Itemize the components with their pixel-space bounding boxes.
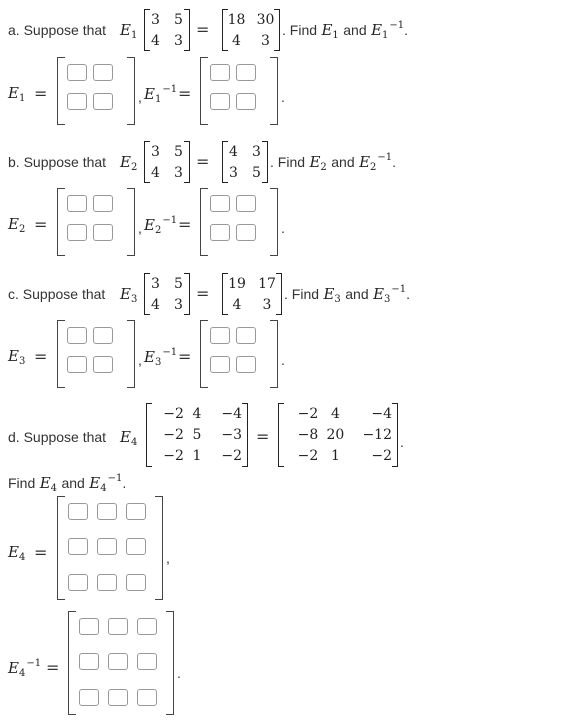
answer-box[interactable]	[93, 224, 113, 241]
answer-box[interactable]	[68, 503, 88, 520]
comma: ,	[138, 89, 142, 105]
matrix-symbol: $E_4$	[120, 428, 138, 448]
answer-box[interactable]	[93, 356, 113, 373]
answer-box[interactable]	[108, 689, 128, 706]
part-label: d. Suppose that	[8, 429, 107, 445]
matrix-symbol: $E_2$	[120, 153, 138, 173]
equals-sign: =	[256, 427, 270, 446]
answer-box[interactable]	[236, 93, 256, 110]
equals-sign: =	[34, 347, 48, 366]
period: .	[177, 665, 181, 681]
find-instruction: . Find $E_2$ and $E_2^{-1}$.	[270, 152, 397, 173]
period: .	[281, 89, 285, 105]
answer-box[interactable]	[126, 503, 146, 520]
equals-sign: =	[196, 152, 210, 171]
answer-box[interactable]	[210, 195, 230, 212]
answer-box[interactable]	[210, 327, 230, 344]
answer-label-inverse: $E_1^{-1}$	[144, 84, 178, 105]
period: .	[281, 352, 285, 368]
answer-matrix-e3-inverse	[200, 320, 278, 388]
matrix-a-right: 18 30 4 3	[222, 9, 280, 51]
answer-box[interactable]	[108, 653, 128, 670]
matrix-d-left: −2 4 −4 −2 5 −3 −2 1 −2	[146, 403, 248, 467]
answer-box[interactable]	[210, 356, 230, 373]
matrix-d-right: −2 4 −4 −8 20 −12 −2 1 −2	[278, 403, 398, 467]
answer-box[interactable]	[236, 64, 256, 81]
period: .	[281, 220, 285, 236]
matrix-symbol: $E_1$	[120, 21, 138, 41]
answer-box[interactable]	[67, 224, 87, 241]
answer-box[interactable]	[67, 93, 87, 110]
answer-box[interactable]	[137, 653, 157, 670]
find-instruction: . Find $E_1$ and $E_1^{-1}$.	[282, 20, 409, 41]
equals-sign: =	[34, 84, 48, 103]
answer-box[interactable]	[126, 538, 146, 555]
answer-box[interactable]	[93, 64, 113, 81]
part-label: a. Suppose that	[8, 22, 107, 38]
answer-box[interactable]	[67, 195, 87, 212]
answer-matrix-e1-inverse	[200, 57, 278, 125]
answer-box[interactable]	[79, 653, 99, 670]
answer-box[interactable]	[79, 618, 99, 635]
matrix-a-left: 3 5 4 3	[144, 9, 190, 51]
comma: ,	[166, 550, 170, 566]
answer-matrix-e2-inverse	[200, 188, 278, 256]
answer-box[interactable]	[137, 689, 157, 706]
answer-box[interactable]	[126, 574, 146, 591]
matrix-c-right: 19 17 4 3	[222, 273, 282, 315]
find-instruction: Find $E_4$ and $E_4^{-1}$.	[8, 473, 127, 494]
answer-matrix-e4-inverse	[68, 611, 174, 715]
answer-box[interactable]	[210, 224, 230, 241]
part-label: c. Suppose that	[8, 286, 106, 302]
answer-label-inverse: $E_4^{-1}$	[8, 658, 42, 679]
answer-box[interactable]	[93, 93, 113, 110]
answer-box[interactable]	[67, 64, 87, 81]
answer-box[interactable]	[97, 574, 117, 591]
answer-box[interactable]	[236, 356, 256, 373]
answer-box[interactable]	[93, 195, 113, 212]
matrix-b-left: 3 5 4 3	[144, 141, 190, 183]
matrix-b-right: 4 3 3 5	[222, 141, 268, 183]
answer-box[interactable]	[67, 327, 87, 344]
equals-sign: =	[196, 20, 210, 39]
answer-label: $E_2$	[8, 215, 26, 235]
answer-box[interactable]	[67, 356, 87, 373]
answer-box[interactable]	[210, 64, 230, 81]
find-instruction: . Find $E_3$ and $E_3^{-1}$.	[284, 284, 411, 305]
answer-label-inverse: $E_3^{-1}$	[144, 347, 178, 368]
matrix-symbol: $E_3$	[120, 285, 138, 305]
equals-sign: =	[178, 347, 192, 366]
answer-box[interactable]	[108, 618, 128, 635]
answer-box[interactable]	[68, 538, 88, 555]
equals-sign: =	[46, 658, 60, 677]
answer-matrix-e4	[57, 496, 163, 600]
answer-box[interactable]	[97, 503, 117, 520]
part-label: b. Suppose that	[8, 154, 107, 170]
comma: ,	[138, 220, 142, 236]
answer-label: $E_1$	[8, 84, 26, 104]
answer-label: $E_4$	[8, 543, 26, 563]
comma: ,	[138, 352, 142, 368]
answer-label-inverse: $E_2^{-1}$	[144, 215, 178, 236]
answer-box[interactable]	[97, 538, 117, 555]
answer-box[interactable]	[93, 327, 113, 344]
equals-sign: =	[34, 215, 48, 234]
answer-matrix-e1	[57, 57, 135, 125]
equals-sign: =	[196, 284, 210, 303]
answer-box[interactable]	[79, 689, 99, 706]
answer-box[interactable]	[68, 574, 88, 591]
answer-box[interactable]	[137, 618, 157, 635]
answer-box[interactable]	[236, 195, 256, 212]
answer-box[interactable]	[236, 224, 256, 241]
answer-label: $E_3$	[8, 347, 26, 367]
answer-box[interactable]	[236, 327, 256, 344]
answer-matrix-e3	[57, 320, 135, 388]
equals-sign: =	[178, 215, 192, 234]
equals-sign: =	[178, 84, 192, 103]
answer-box[interactable]	[210, 93, 230, 110]
period: .	[400, 434, 404, 450]
answer-matrix-e2	[57, 188, 135, 256]
equals-sign: =	[34, 543, 48, 562]
matrix-c-left: 3 5 4 3	[144, 273, 190, 315]
